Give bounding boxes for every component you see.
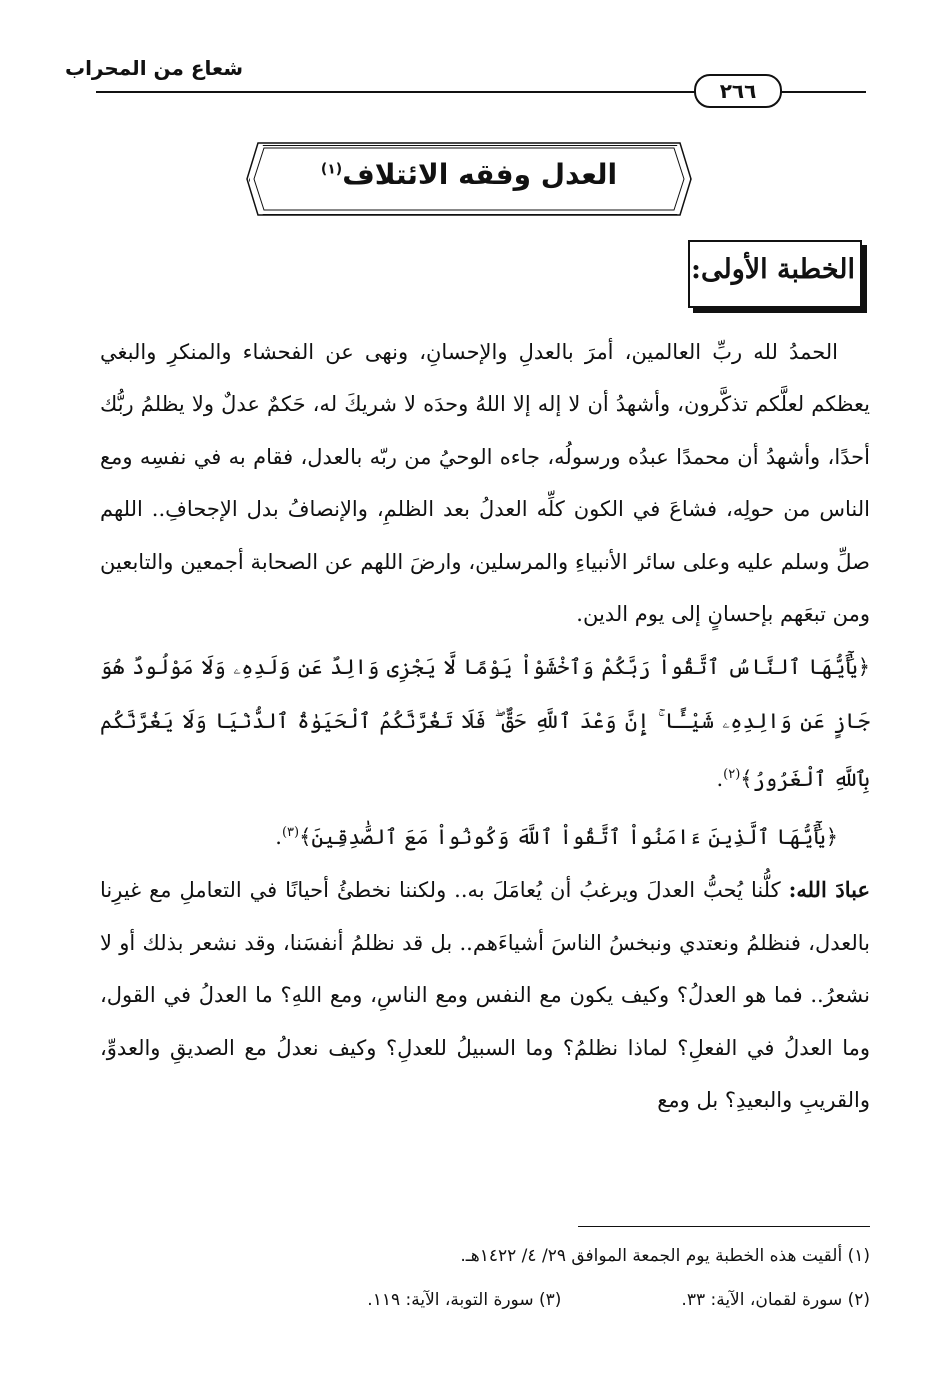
address-label: عبادَ الله: (788, 877, 870, 903)
footnote-rule (578, 1226, 870, 1227)
verse-two-ref: (٣) (281, 825, 300, 841)
chapter-title-text: العدل وفقه الائتلاف (342, 158, 618, 191)
section-heading: الخطبة الأولى: (691, 254, 855, 285)
footnote-two: (٢) سورة لقمان، الآية: ٣٣. (681, 1290, 870, 1310)
chapter-title (249, 158, 689, 191)
footnote-two-row (100, 1284, 870, 1328)
running-head: شعاع من المحراب (64, 56, 243, 80)
footnote-one-row (100, 1240, 870, 1284)
verse-one: ﴿يَٰٓأَيُّهَا ٱلنَّاسُ ٱتَّقُواْ رَبَّكُمْ وَٱخْشَوْاْ يَوْمًا لَّا يَجْزِى وَالِدٌ عَن وَلَدِهِۦ وَلَا مَوْلُودٌ هُوَ جَازٍ عَن وَالِدِهِۦ شَيْـًٔا ۚ إِنَّ وَعْدَ ٱللَّهِ حَقٌّ ۖ فَلَا تَغُرَّنَّكُمُ ٱلْحَيَوٰةُ ٱلدُّنْيَا وَلَا يَغُرَّنَّكُم بِٱللَّهِ ٱلْغَرُورُ﴾$^{(٢)}$. (100, 655, 870, 792)
footnote-three: (٣) سورة التوبة، الآية: ١١٩. (367, 1290, 562, 1310)
body-text (100, 326, 870, 1126)
address-text: كلُّنا يُحبُّ العدلَ ويرغبُ أن يُعامَلَ به.. ولكننا نخطئُ أحيانًا في التعاملِ مع غيرِنا بالعدل، فنظلمُ ونعتدي ونبخسُ الناسَ أشياءَهم.. بل قد نظلمُ أنفسَنا، وقد نشعر بذلك أو لا نشعرُ.. فما هو العدلُ؟ وكيف يكون مع النفس ومع الناسِ، ومع اللهِ؟ ما العدلُ في القول، وما العدلُ في الفعلِ؟ لماذا نظلمُ؟ وما السبيلُ للعدلِ؟ وكيف نعدلُ مع الصديقِ والعدوِّ، والقريبِ والبعيدِ؟ بل ومع (100, 878, 870, 1113)
title-footnote-mark: (١) (320, 161, 343, 178)
opening-paragraph: الحمدُ لله ربِّ العالمين، أمرَ بالعدلِ والإحسانِ، ونهى عن الفحشاء والمنكرِ والبغي يعظكم لعلَّكم تذكَّرون، وأشهدُ أن لا إله إلا اللهُ وحدَه لا شريكَ له، حَكمٌ عدلٌ ولا يظلمُ ربُّك أحدًا، وأشهدُ أن محمدًا عبدُه ورسولُه، جاءه الوحيُ من ربّه بالعدل، فقام به في نفسِه ومع الناس من حولِه، فشاعَ في الكون كلِّه العدلُ بعد الظلمِ، والإنصافُ بدل الإجحافِ.. اللهم صلِّ وسلم عليه وعلى سائر الأنبياءِ والمرسلين، وارضَ اللهم عن الصحابة أجمعين والتابعين ومن تبعَهم بإحسانٍ إلى يوم الدين. (100, 340, 870, 627)
verse-two-text: ﴿يَٰٓأَيُّهَا ٱلَّذِينَ ءَامَنُواْ ٱتَّقُواْ ٱللَّهَ وَكُونُواْ مَعَ ٱلصَّٰدِقِينَ﴾ (299, 825, 838, 850)
address-paragraph (100, 864, 870, 1126)
verse-one-text: ﴿يَٰٓأَيُّهَا ٱلنَّاسُ ٱتَّقُواْ رَبَّكُمْ وَٱخْشَوْاْ يَوْمًا لَّا يَجْزِى وَالِدٌ عَن وَلَدِهِۦ وَلَا مَوْلُودٌ هُوَ جَازٍ عَن وَالِدِهِۦ شَيْـًٔا ۚ إِنَّ وَعْدَ ٱللَّهِ حَقٌّ ۖ فَلَا تَغُرَّنَّكُمُ ٱلْحَيَوٰةُ ٱلدُّنْيَا وَلَا يَغُرَّنَّكُم بِٱللَّهِ ٱلْغَرُورُ﴾ (100, 655, 870, 792)
page-number: ٢٦٦ (694, 74, 782, 108)
verse-one-ref: (٢) (723, 767, 741, 783)
footnote-one: (١) ألقيت هذه الخطبة يوم الجمعة الموافق ٢٩/ ٤/ ١٤٢٢هـ. (460, 1246, 870, 1266)
footnotes (100, 1240, 870, 1328)
verse-two: ﴿يَٰٓأَيُّهَا ٱلَّذِينَ ءَامَنُواْ ٱتَّقُواْ ٱللَّهَ وَكُونُواْ مَعَ ٱلصَّٰدِقِينَ﴾$^{(٣)}$. (275, 825, 838, 850)
